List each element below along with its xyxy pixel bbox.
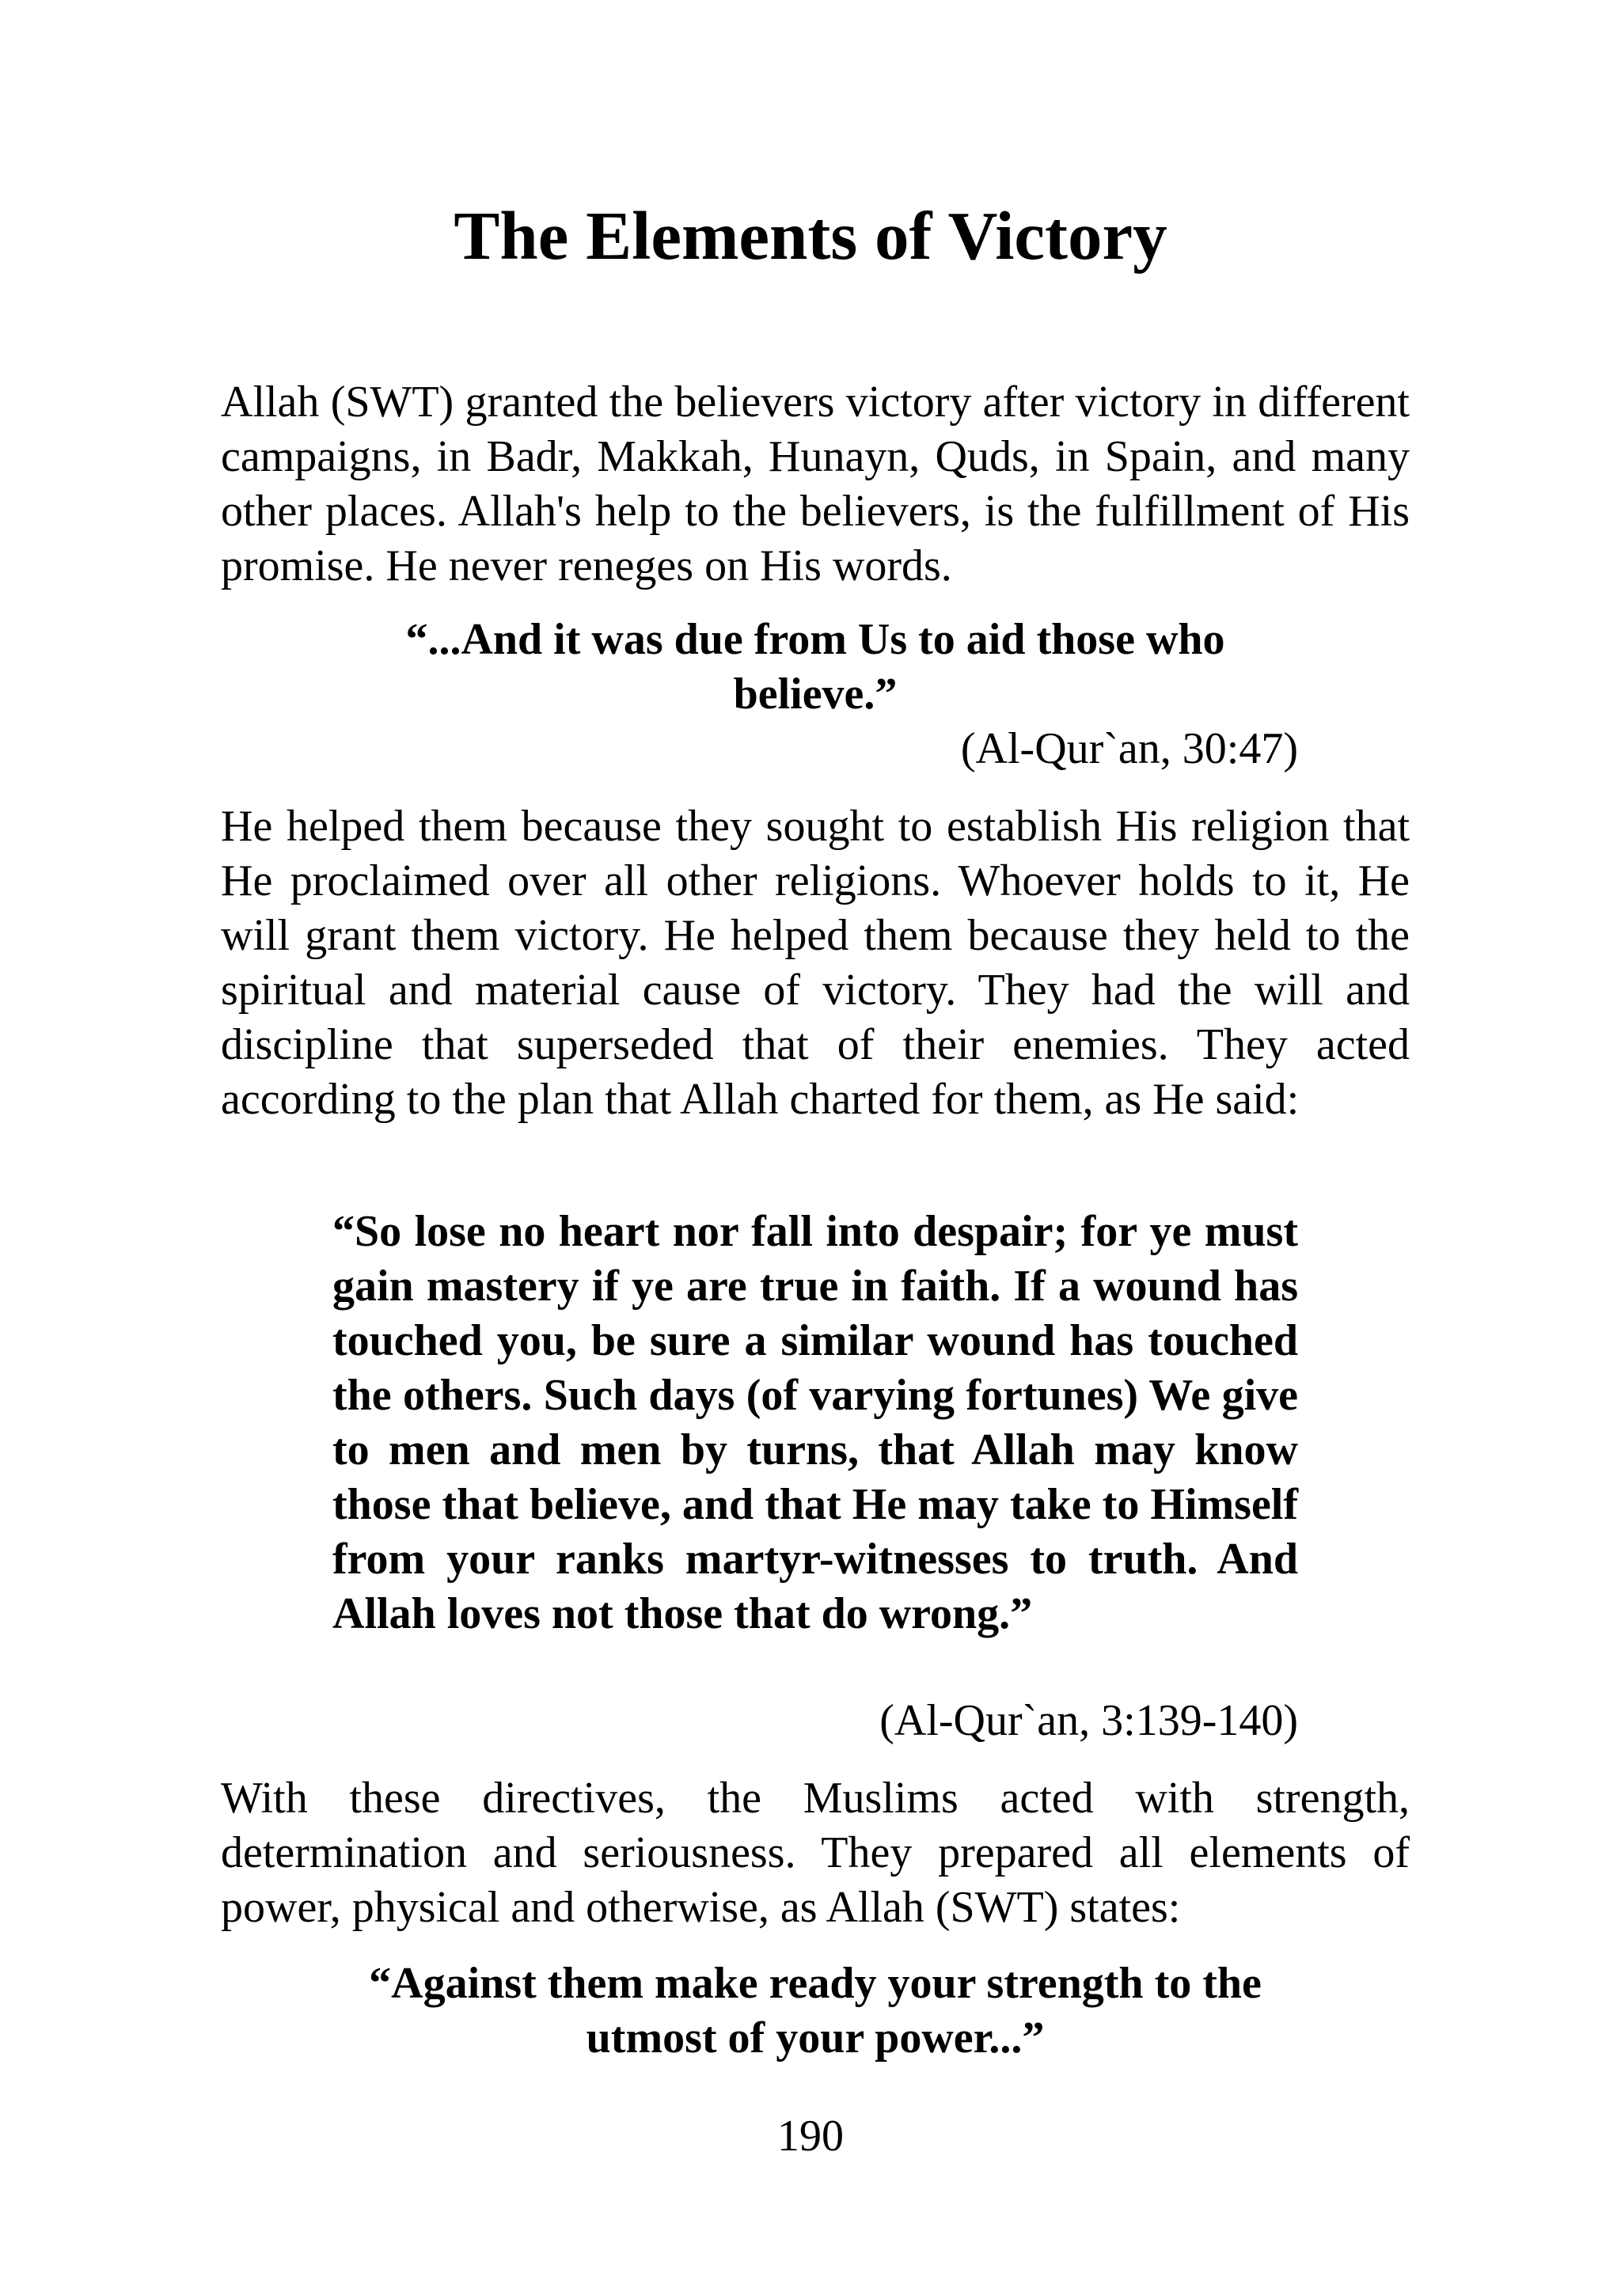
quote-1: “...And it was due from Us to aid those who believe.”	[405, 615, 1225, 719]
paragraph-1: Allah (SWT) granted the believers victory after victory in different campaigns, in Badr, Makkah, Hunayn, Quds, in Spain, and many other places. Allah's help to the believers, is the fulfillment of His promise. He never reneges on His words.	[221, 378, 1410, 590]
page-title: The Elements of Victory	[454, 197, 1167, 274]
paragraph-2: He helped them because they sought to establish His religion that He proclaimed over all other religions. Whoever holds to it, He will grant them victory. He helped them because they held to the spiritual and material cause of victory. They had the will and discipline that superseded that of their enemies. They acted according to the plan that Allah charted for them, as He said:	[221, 802, 1410, 1124]
paragraph-3: With these directives, the Muslims acted with strength, determination and seriousness. They prepared all elements of power, physical and otherwise, as Allah (SWT) states:	[221, 1774, 1410, 1932]
citation-2: (Al-Qur`an, 3:139-140)	[879, 1696, 1298, 1745]
page-number: 190	[777, 2112, 844, 2161]
citation-1: (Al-Qur`an, 30:47)	[960, 724, 1298, 773]
quote-2: “So lose no heart nor fall into despair; for ye must gain mastery if ye are true in faith. If a wound has touched you, be sure a similar wound has touched the others. Such days (of varying fortunes) We give to men and men by turns, that Allah may know those that believe, and that He may take to Himself from your ranks martyr-witnesses to truth. And Allah loves not those that do wrong.”	[332, 1207, 1298, 1638]
quote-3: “Against them make ready your strength to the utmost of your power...”	[369, 1959, 1262, 2063]
